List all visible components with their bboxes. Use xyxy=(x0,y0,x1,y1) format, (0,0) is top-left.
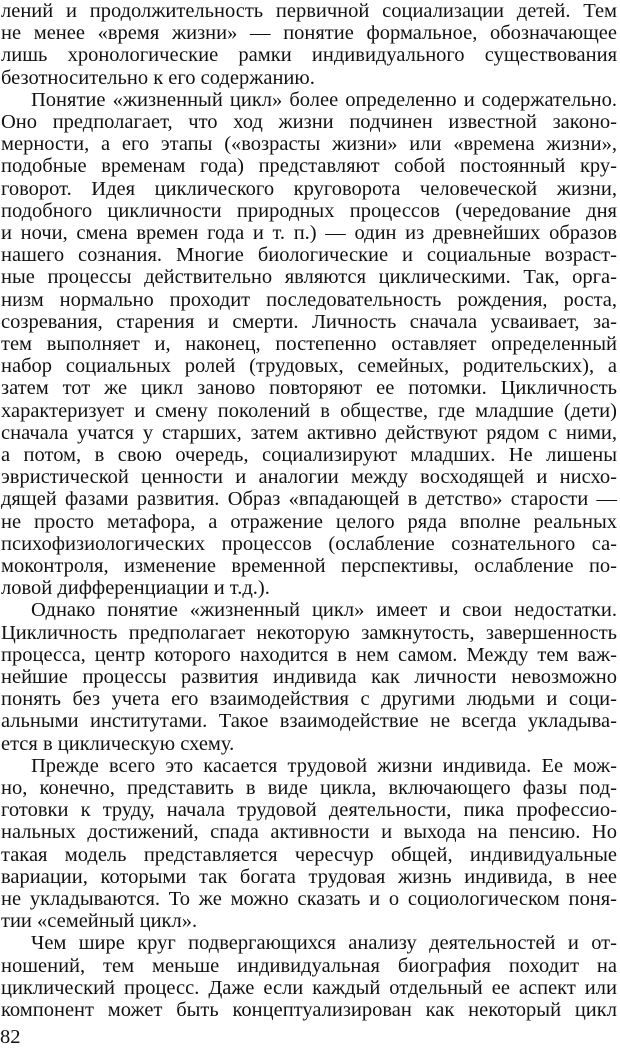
text-line: Однако понятие «жизненный цикл» имеет и свои недостатки. xyxy=(31,599,617,622)
text-line: вариации, которыми так богата трудовая жизнь индивида, в нее xyxy=(1,865,618,888)
text-line: понять без учета его взаимодействия с другими людьми и соци- xyxy=(1,688,617,711)
text-line: тии «семейный цикл». xyxy=(1,910,198,933)
text-line: циклический процесс. Даже если каждый отдельный ее аспект или xyxy=(1,976,617,999)
text-line: Понятие «жизненный цикл» более определенно и содержательно. xyxy=(31,88,618,111)
text-line: процесса, центр которого находится в нем самом. Между тем важ- xyxy=(1,643,617,666)
text-line: готовки к труду, начала трудовой деятельности, пика профессио- xyxy=(1,799,617,822)
text-line: ношений, тем меньше индивидуальная биография походит на xyxy=(1,954,617,977)
text-line: тем выполняет и, наконец, постепенно оставляет определенный xyxy=(1,333,618,355)
text-line: созревания, старения и смерти. Личность сначала усваивает, за- xyxy=(1,310,618,333)
text-line: психофизиологических процессов (ослабление сознательного са- xyxy=(1,532,618,555)
text-line: моконтроля, изменение временной перспективы, ослабление по- xyxy=(1,555,617,577)
text-line: подобные временам года) представляют собой постоянный кру- xyxy=(1,155,617,178)
text-line: нашего сознания. Многие биологические и социальные возраст- xyxy=(1,244,617,267)
text-line: ловой дифференциации и т.д.). xyxy=(1,577,270,600)
text-line: сначала учатся у старших, затем активно действуют рядом с ними, xyxy=(1,421,618,444)
text-line: ные процессы действительно являются циклическими. Так, орга- xyxy=(1,266,617,289)
page-number: 82 xyxy=(0,1026,21,1048)
text-line: набор социальных ролей (трудовых, семейных, родительских), а xyxy=(1,355,617,378)
text-line: говорот. Идея циклического круговорота человеческой жизни, xyxy=(1,177,617,200)
text-line: лений и продолжительность первичной социализации детей. Тем xyxy=(1,0,618,22)
text-line: Прежде всего это касается трудовой жизни индивида. Ее мож- xyxy=(31,754,617,777)
text-line: эвристической ценности и аналогии между восходящей и нисхо- xyxy=(1,466,618,489)
text-line: такая модель представляется чересчур общей, индивидуальные xyxy=(1,843,618,866)
text-line: нальных достижений, спада активности и выхода на пенсию. Но xyxy=(1,821,617,844)
text-line: Оно предполагает, что ход жизни подчинен известной законо- xyxy=(1,111,617,133)
text-line: подобного цикличности природных процессов (чередование дня xyxy=(1,199,617,222)
text-line: дящей фазами развития. Образ «впадающей в детство» старости — xyxy=(1,488,618,511)
text-line: не менее «время жизни» — понятие формальное, обозначающее xyxy=(1,22,617,45)
text-line: альными институтами. Такое взаимодействие не всегда укладыва- xyxy=(1,710,617,733)
text-line: но, конечно, представить в виде цикла, включающего фазы под- xyxy=(1,777,618,799)
text-line: лишь хронологические рамки индивидуального существования xyxy=(1,44,618,67)
text-line: низм нормально проходит последовательность рождения, роста, xyxy=(1,288,618,311)
text-line: а потом, в свою очередь, социализируют младших. Не лишены xyxy=(1,444,617,466)
text-line: ется в циклическую схему. xyxy=(1,732,235,755)
text-line: не укладываются. То же можно сказать и о социологическом поня- xyxy=(1,888,617,910)
text-line: и ночи, смена времен года и т. п.) — один из древнейших образов xyxy=(1,222,618,244)
text-line: затем тот же цикл заново повторяют ее потомки. Цикличность xyxy=(1,377,618,400)
text-line: характеризует и смену поколений в обществе, где младшие (дети) xyxy=(1,399,617,422)
text-line: мерности, а его этапы («возрасты жизни» или «времена жизни», xyxy=(1,133,617,156)
text-line: Цикличность предполагает некоторую замкнутость, завершенность xyxy=(1,621,618,644)
text-line: компонент может быть концептуализирован как некоторый цикл xyxy=(1,999,617,1021)
text-line: не просто метафора, а отражение целого ряда вполне реальных xyxy=(1,510,617,533)
text-line: безотносительно к его содержанию. xyxy=(1,66,315,89)
text-line: Чем шире круг подвергающихся анализу деятельностей и от- xyxy=(31,932,617,955)
text-line: нейшие процессы развития индивида как личности невозможно xyxy=(1,666,617,688)
